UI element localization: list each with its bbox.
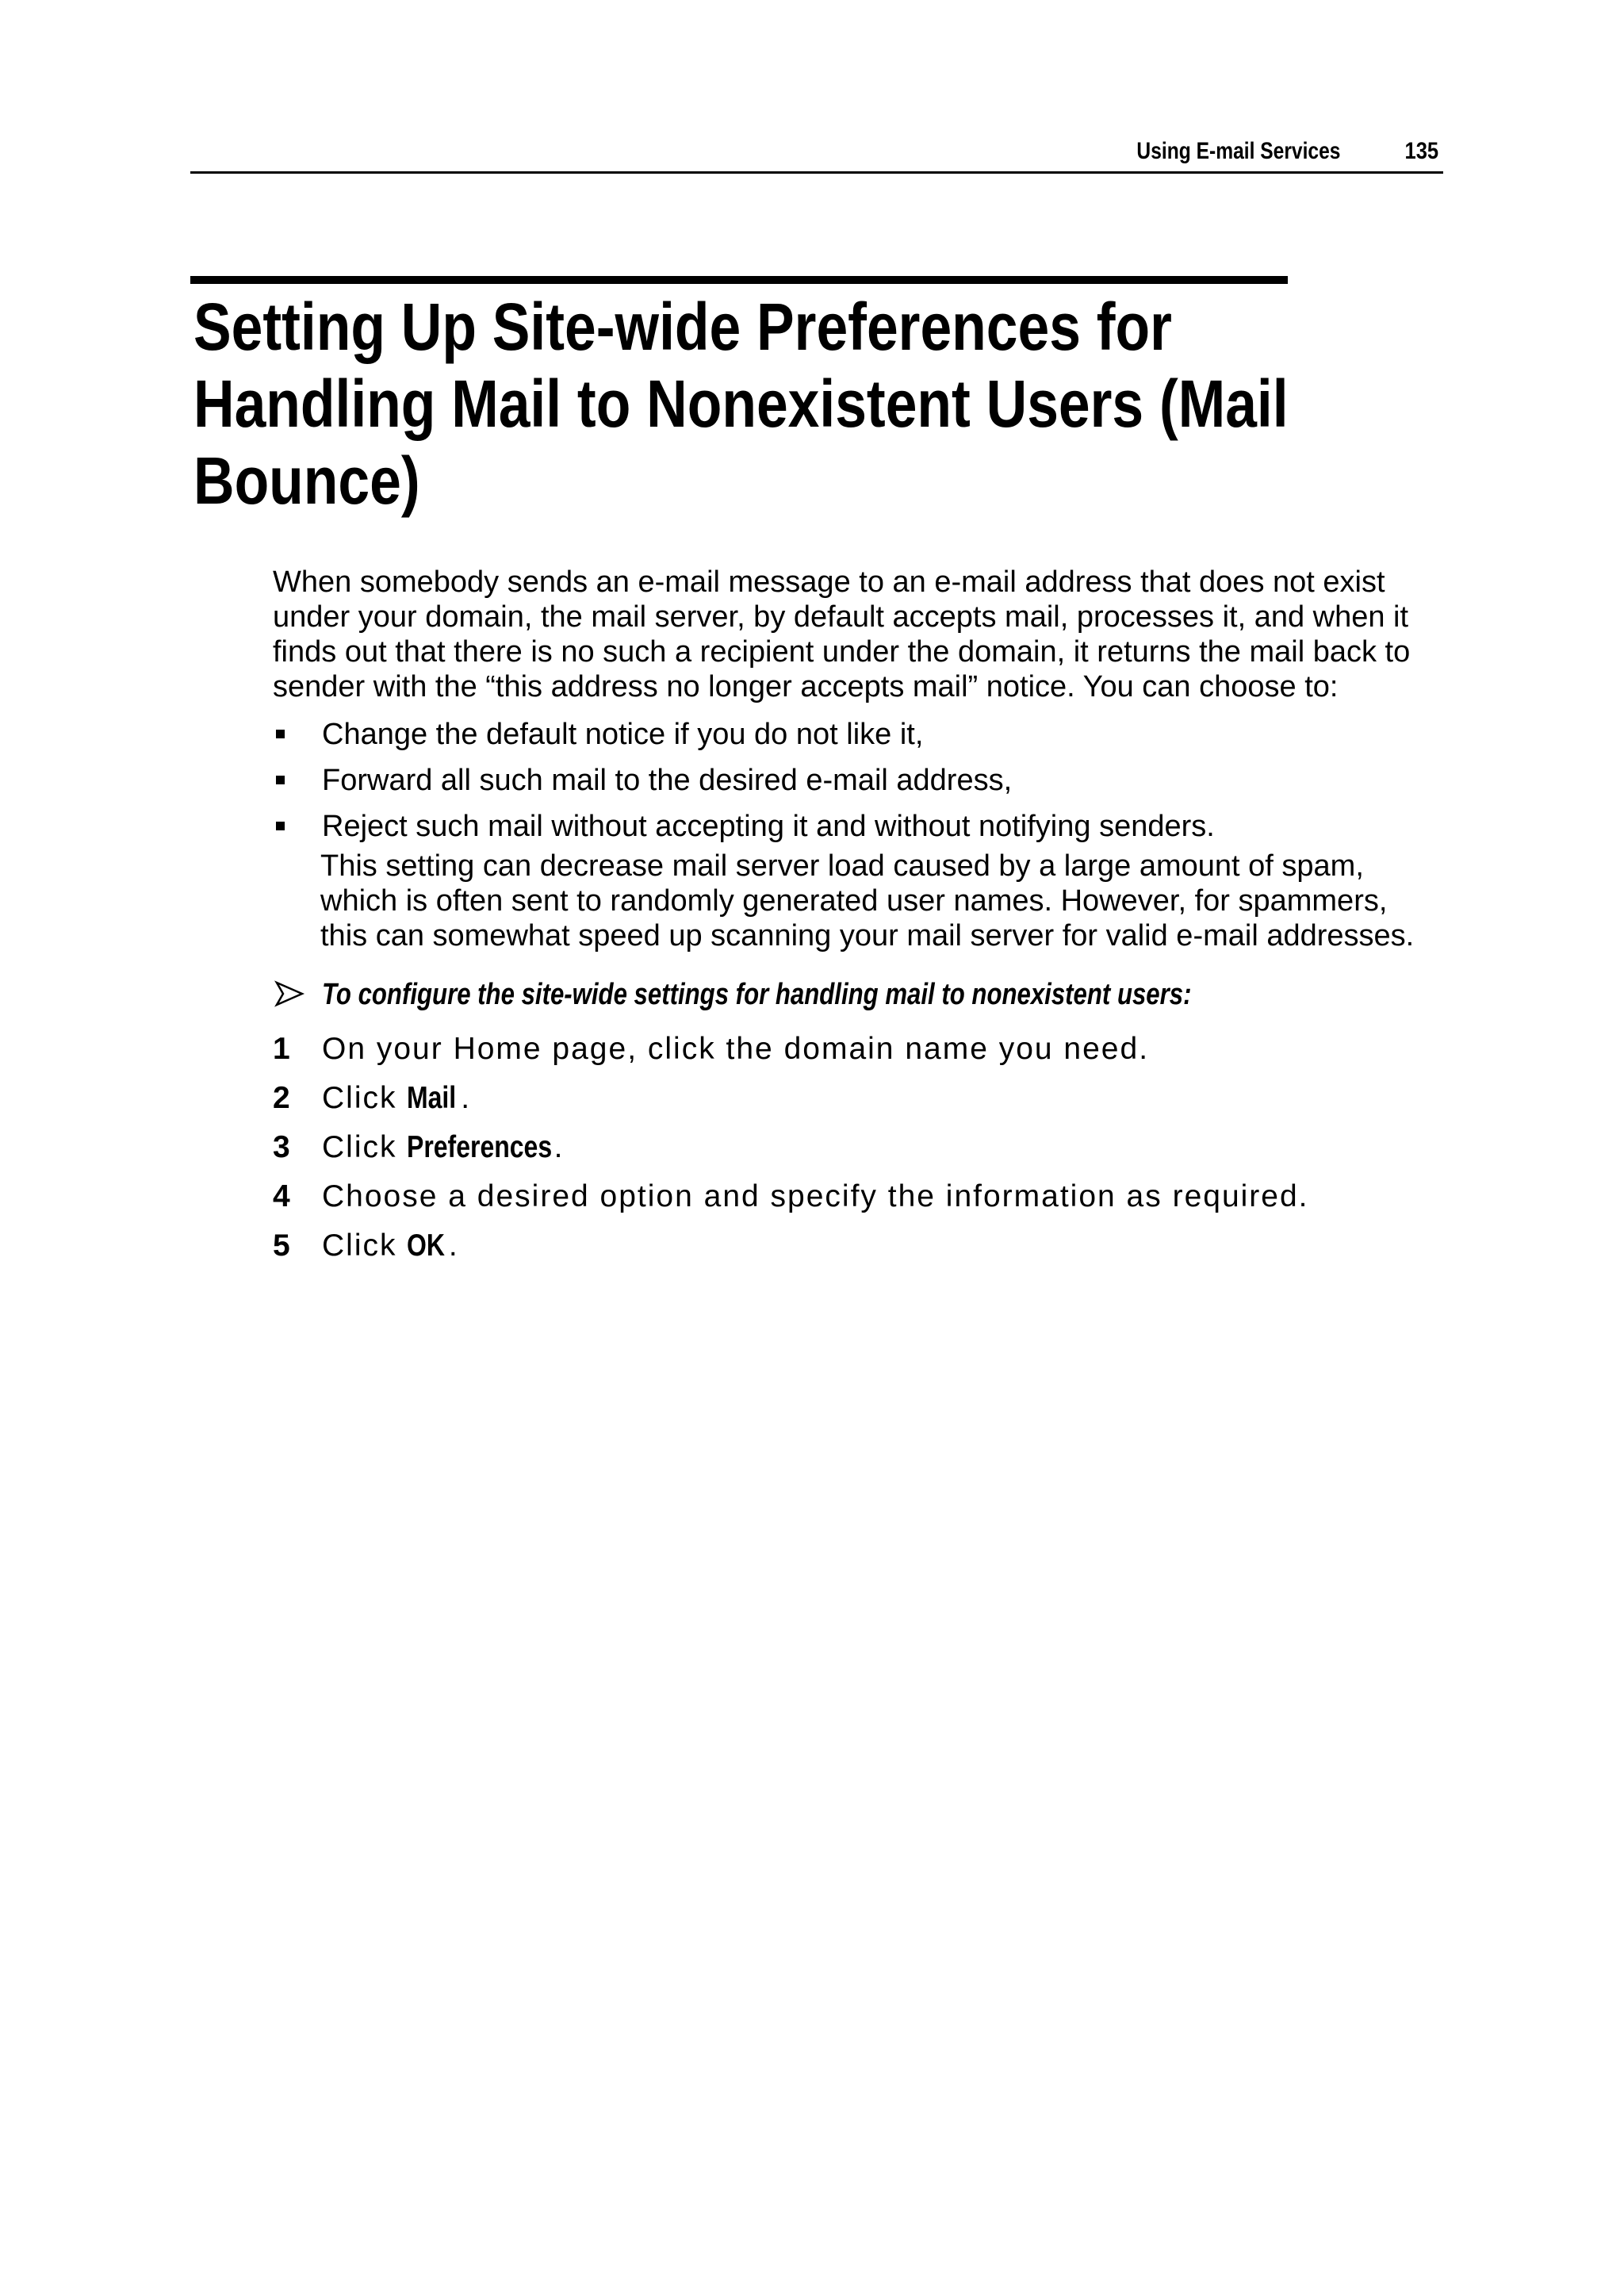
step-item <box>273 1025 1431 1074</box>
ui-element-name: Preferences <box>407 1130 553 1164</box>
step-number: 3 <box>273 1130 290 1164</box>
step-number: 5 <box>273 1228 290 1263</box>
step-text-suffix: . <box>448 1228 459 1263</box>
step-number: 1 <box>273 1032 290 1066</box>
list-item <box>273 809 1431 844</box>
list-item-text: Forward all such mail to the desired e-mail address, <box>322 764 1013 797</box>
list-item <box>273 717 1431 752</box>
body-content <box>273 565 1431 1271</box>
square-bullet-icon <box>276 730 285 738</box>
running-header-section-title: Using E-mail Services <box>1136 138 1340 164</box>
ui-element-name: Mail <box>407 1081 457 1115</box>
running-header <box>190 133 1443 174</box>
ui-element-name: OK <box>407 1228 446 1263</box>
step-text-prefix: Click <box>322 1228 408 1263</box>
procedure-steps <box>273 1025 1431 1271</box>
option-note: This setting can decrease mail server load caused by a large amount of spam, which is often sent to randomly generated user names. However, for spammers, this can somewhat speed up scanning your mail server for valid e-mail addresses. <box>320 849 1415 953</box>
list-item-text: Reject such mail without accepting it and without notifying senders. <box>322 810 1215 843</box>
step-item <box>273 1123 1431 1172</box>
list-item-text: Change the default notice if you do not like it, <box>322 718 924 751</box>
step-number: 2 <box>273 1081 290 1115</box>
step-text: On your Home page, click the domain name you need. <box>322 1032 1150 1066</box>
page-title: Setting Up Site-wide Preferences for Handling Mail to Nonexistent Users (Mail Bounce) <box>193 289 1289 518</box>
procedure-heading <box>273 976 1431 1015</box>
arrow-bullet-icon <box>274 980 304 1007</box>
procedure-heading-text: To configure the site-wide settings for handling mail to nonexistent users: <box>322 978 1192 1011</box>
step-item <box>273 1221 1431 1271</box>
list-item <box>273 763 1431 798</box>
step-text-suffix: . <box>553 1130 565 1164</box>
options-list <box>273 717 1431 844</box>
step-text-prefix: Click <box>322 1130 408 1164</box>
intro-paragraph: When somebody sends an e-mail message to an e-mail address that does not exist under your domain, the mail server, by default accepts mail, processes it, and when it finds out that there is no such a recipient under the domain, it returns the mail back to sender with the “this address no longer accepts mail” notice. You can choose to: <box>273 565 1411 703</box>
step-number: 4 <box>273 1179 290 1213</box>
page-number: 135 <box>1404 138 1438 164</box>
step-item <box>273 1172 1431 1221</box>
step-text-prefix: Click <box>322 1081 408 1115</box>
square-bullet-icon <box>276 822 285 830</box>
step-item <box>273 1074 1431 1123</box>
step-text: Choose a desired option and specify the information as required. <box>322 1179 1309 1213</box>
title-rule <box>190 276 1288 284</box>
square-bullet-icon <box>276 776 285 784</box>
step-text-suffix: . <box>461 1081 472 1115</box>
